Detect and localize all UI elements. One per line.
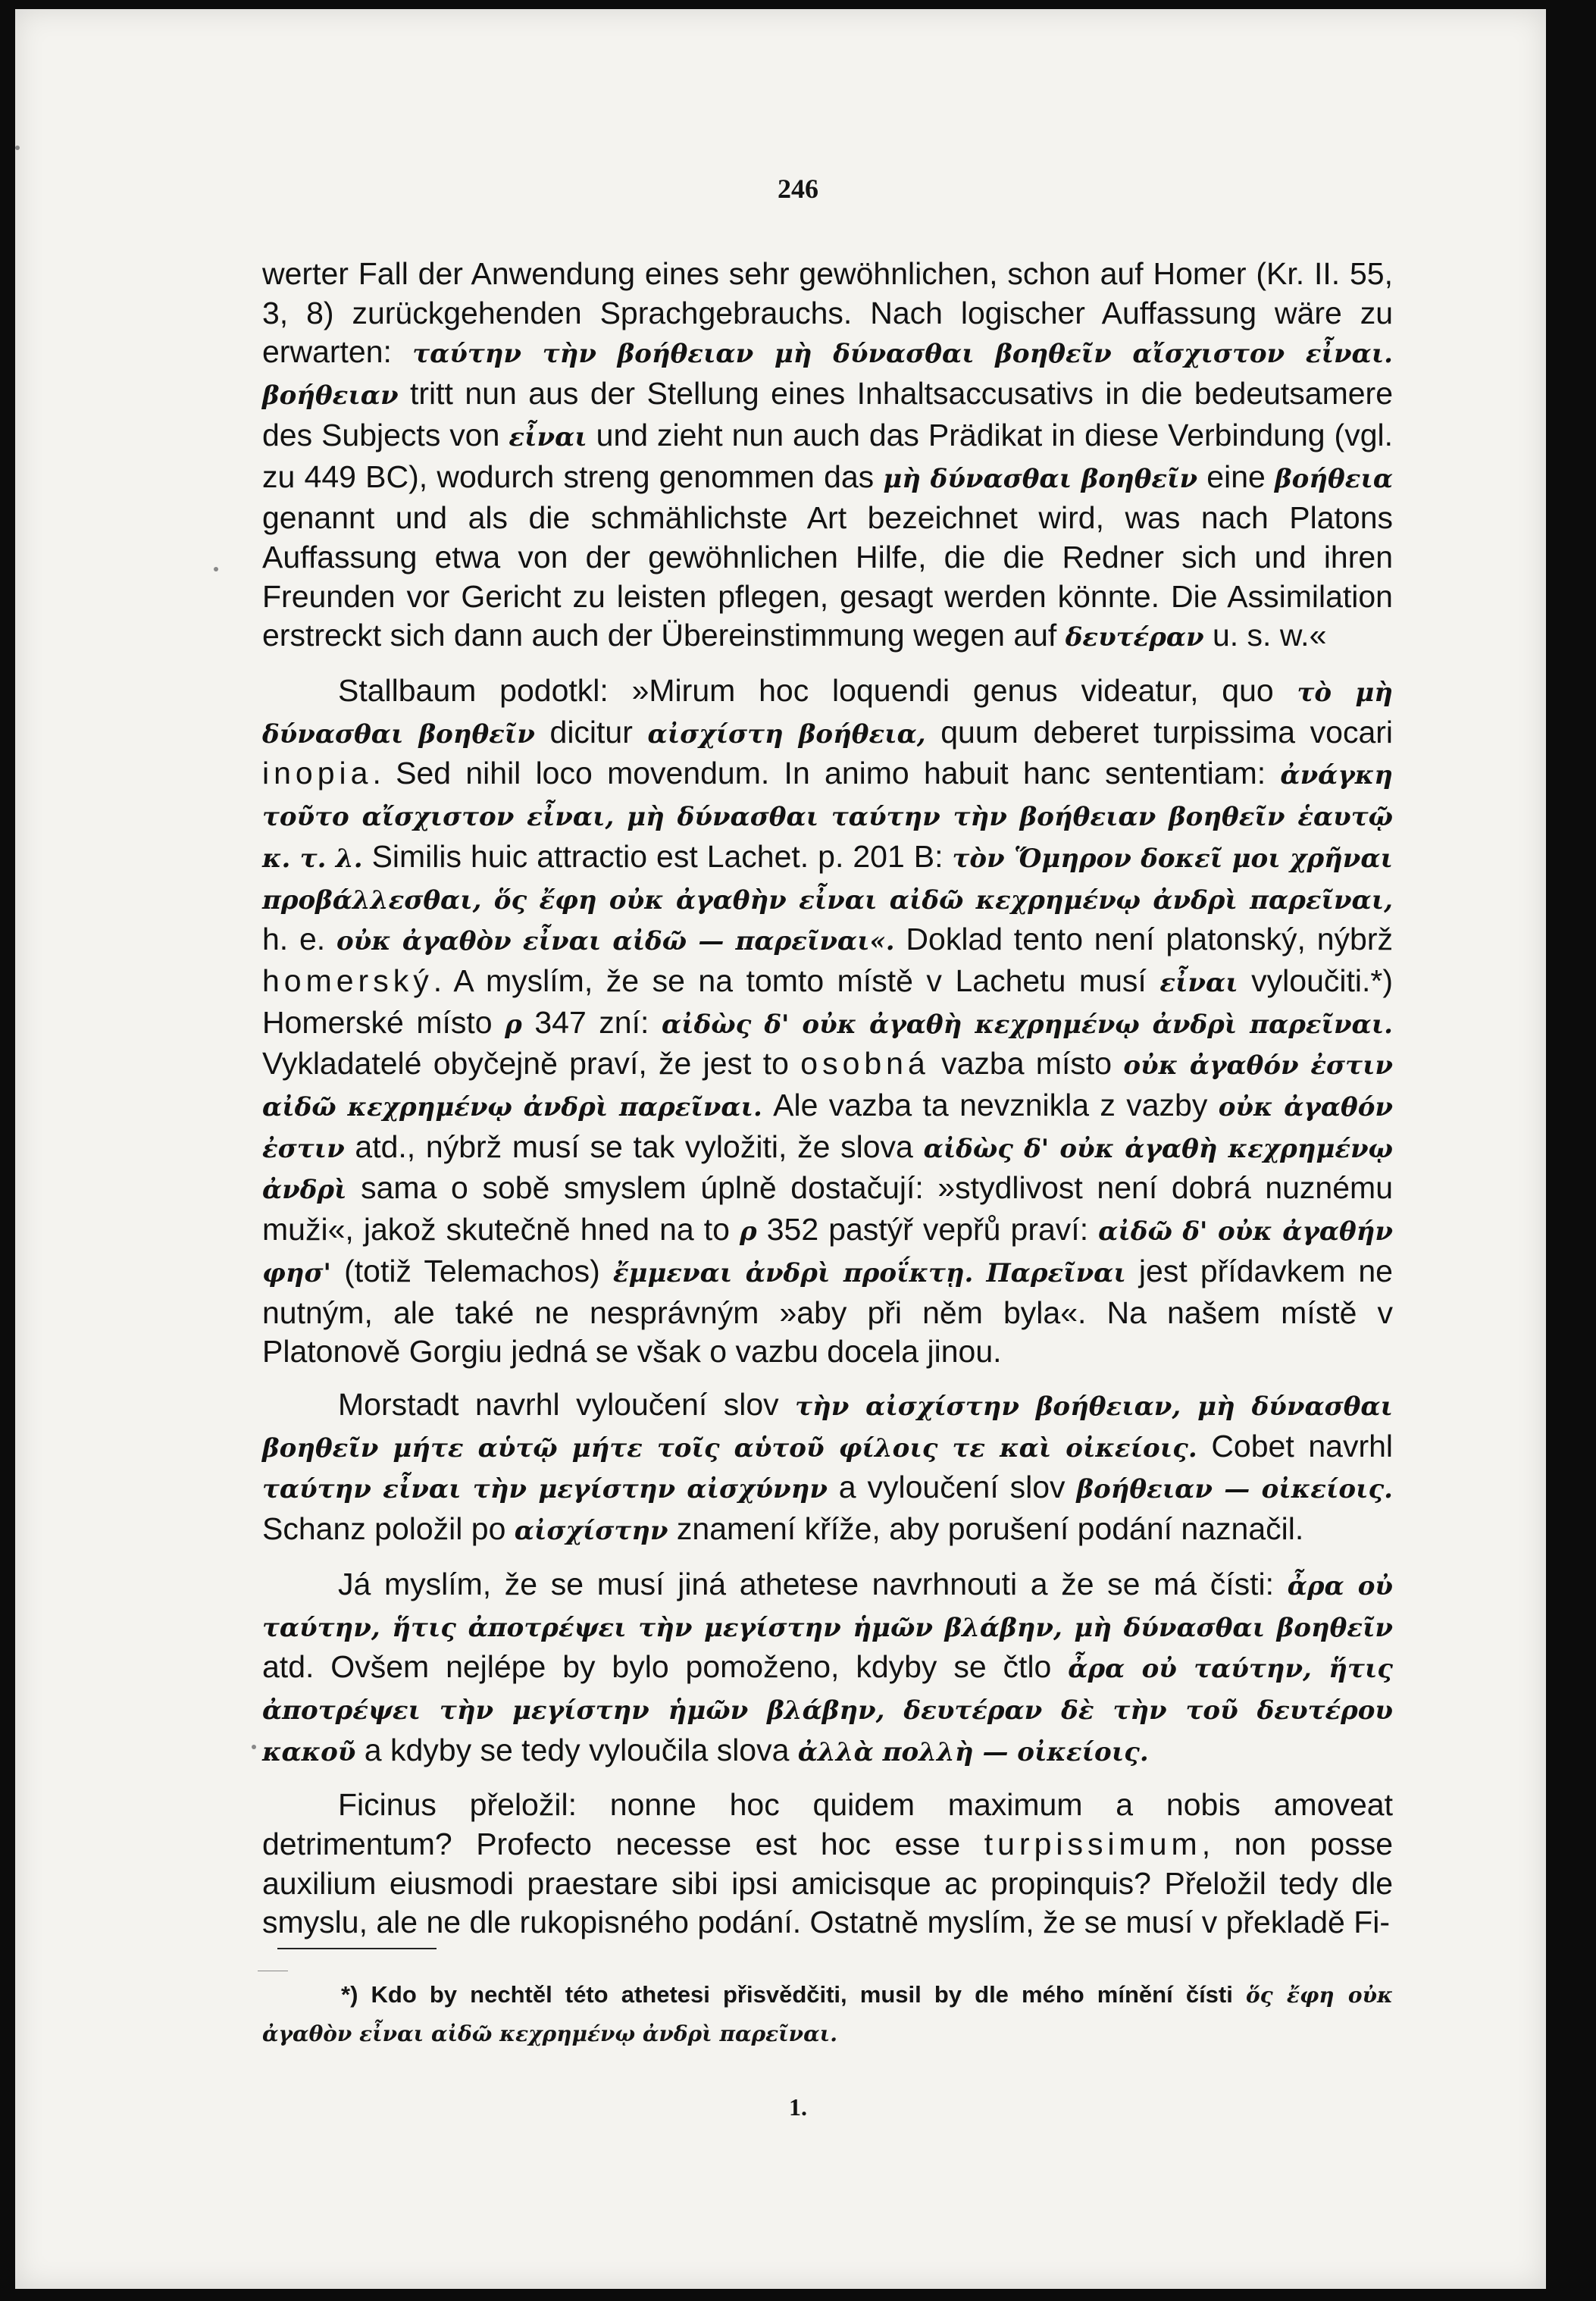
text-run: quum deberet turpissima vocari [925,714,1394,750]
greek-quote: τὸν Ὅμηρον δοκεῖ μοι χρῆναι προβάλλεσθαι, ὅς ἔφη οὐκ ἀγαθὴν εἶναι αἰδῶ κεχρημένῳ ἀνδρὶ παρεῖναι, [262,843,1393,916]
text-run: Cobet navrhl [1197,1428,1394,1464]
footnote-rule [277,1948,437,1949]
greek-quote: οὐκ ἀγαθόν ἐστιν [262,1092,1393,1164]
text-run: . A myslím, že se na tomto místě v Lachetu musí [433,963,1160,998]
greek-quote: ἆρα οὐ ταύτην, ἥτις ἀποτρέψει τὴν μεγίστην ἡμῶν βλάβην, μὴ δύνασθαι βοηθεῖν [262,1570,1393,1643]
scan-speck [214,567,218,571]
spaced-emphasis: osobná [800,1046,930,1082]
greek-quote: ταύτην εἶναι τὴν μεγίστην αἰσχύνην [262,1474,828,1505]
text-run: genannt und als die schmählichste Art bezeichnet wird, was nach Platons Auffassung etwa von der gewöhnlichen Hilfe, die die Redner sich und ihren Freunden vor Gericht zu leisten pflegen, gesagt werden könnte. Die Assimilation erstreckt sich dann auch der Übereinstimmung wegen auf [262,500,1393,653]
greek-quote: οὐκ ἀγαθὸν εἶναι αἰδῶ — παρεῖναι«. [336,926,895,957]
greek-quote: μὴ δύνασθαι βοηθεῖν [883,463,1198,494]
text-run: atd., nýbrž musí se tak vyložiti, že slova [344,1129,924,1164]
paragraph-continuation [262,255,1393,658]
text-run: a vyloučení slov [827,1470,1077,1505]
text-run: Ale vazba ta nevznikla z vazby [762,1088,1219,1123]
greek-quote: αἰδῶ δ' οὐκ ἀγαθήν φησ' [262,1216,1393,1288]
text-run: a kdyby se tedy vyloučila slova [355,1732,798,1767]
greek-quote: ρ [505,1009,522,1040]
text-run: Ficinus přeložil: nonne hoc quidem maximum a nobis amoveat detrimentum? Profecto necesse est hoc esse [262,1787,1393,1862]
text-run: dicitur [534,714,648,750]
greek-quote: βοήθειαν [262,380,399,412]
spaced-emphasis: homerský [262,963,433,998]
greek-quote: ἆρα οὐ ταύτην, ἥτις ἀποτρέψει τὴν μεγίστην ἡμῶν βλάβην, δευτέραν δὲ τὴν τοῦ δευτέρου κακοῦ [262,1654,1393,1767]
text-run: eine [1197,459,1275,494]
text-run: und zieht nun auch das Prädikat in diese Verbindung (vgl. zu 449 BC), wodurch streng genommen das [262,417,1394,494]
scan-speck [252,1745,256,1749]
text-run: *) Kdo by nechtěl této athetesi přisvědčiti, musil by dle mého mínění čísti [341,1981,1246,2008]
text-run: znamení kříže, aby porušení podání naznačil. [668,1511,1304,1547]
greek-quote: Παρεῖναι [986,1257,1126,1288]
text-run: Stallbaum podotkl: »Mirum hoc loquendi genus videatur, quo [338,673,1297,709]
paragraph-ficinus [262,1786,1393,1943]
text-run: werter Fall der Anwendung eines sehr gewöhnlichen, schon auf Homer (Kr. II. 55, 3, 8) zurückgehenden Sprachgebrauchs. Nach logischer Auffassung wäre zu erwarten: [262,256,1393,370]
text-run: vyloučiti.*) Homerské místo [262,963,1394,1040]
text-run: Similis huic attractio est Lachet. p. 201 B: [362,838,953,874]
text-run: Schanz položil po [262,1511,515,1547]
greek-quote: ρ [740,1216,757,1248]
greek-quote: βοήθειαν — οἰκείοις. [1076,1474,1393,1505]
text-run: , non posse auxilium eiusmodi praestare sibi ipsi amicisque ac propinquis? Přeložil tedy dle smyslu, ale ne dle rukopisného podání. Ostatně myslím, že se musí v překladě Fi- [262,1827,1393,1940]
greek-quote: αἰσχίστην [514,1516,668,1547]
text-run: Morstadt navrhl vyloučení slov [338,1386,796,1422]
text-run: jest přídavkem ne nutným, ale také ne nesprávným »aby při něm byla«. Na našem místě v Platonově Gorgiu jedná se však o vazbu docela jinou. [262,1253,1393,1370]
text-run [973,1254,986,1288]
greek-quote: εἶναι [1159,967,1238,998]
text-run: u. s. w.« [1203,618,1327,653]
page-number: 246 [778,174,818,204]
text-run: Já myslím, že se musí jiná athetese navrhnouti a že se má čísti: [338,1566,1288,1601]
greek-quote: δευτέραν [1065,622,1204,653]
body-text [262,255,1393,1943]
greek-quote: αἰδὼς δ' οὐκ ἀγαθὴ κεχρημένῳ ἀνδρὶ [262,1133,1394,1206]
footnote [262,1976,1393,2053]
text-run: vazba místo [929,1046,1124,1082]
greek-quote: αἰδὼς δ' οὐκ ἀγαθὴ κεχρημένῳ ἀνδρὶ παρεῖναι. [661,1009,1394,1040]
text-run: atd. Ovšem nejlépe by bylo pomoženo, kdyby se čtlo [262,1649,1069,1685]
greek-quote: οὐκ ἀγαθόν ἐστιν αἰδῶ κεχρημένῳ ἀνδρὶ παρεῖναι. [262,1050,1393,1123]
signature-mark: 1. [789,2093,807,2121]
spaced-emphasis: turpissimum [984,1827,1202,1862]
greek-quote: ταύτην τὴν βοήθειαν μὴ δύνασθαι βοηθεῖν αἴσχιστον εἶναι. [412,339,1393,370]
greek-quote: αἰσχίστη βοήθεια, [647,718,926,750]
text-run: 352 pastýř vepřů praví: [756,1212,1099,1248]
greek-quote: ἔμμεναι ἀνδρὶ προΐκτῃ. [612,1257,974,1288]
greek-quote: βοήθεια [1275,463,1393,494]
text-run: 347 zní: [521,1004,662,1040]
spaced-emphasis: inopia [262,756,373,791]
text-run: (totiž Telemachos) [330,1253,613,1288]
text-run: Doklad tento není platonský, nýbrž [894,922,1393,957]
greek-quote: τὴν αἰσχίστην βοήθειαν, μὴ δύνασθαι βοηθεῖν μήτε αὑτῷ μήτε τοῖς αὑτοῦ φίλοις τε καὶ οἰκείοις. [262,1391,1393,1464]
paragraph-morstadt [262,1385,1393,1551]
text-run: Vykladatelé obyčejně praví, že jest to [262,1046,801,1082]
greek-quote: τὸ μὴ δύνασθαι βοηθεῖν [262,678,1393,750]
greek-quote: εἶναι [509,421,587,452]
greek-quote: ἀνάγκη τοῦτο αἴσχιστον εἶναι, μὴ δύνασθαι ταύτην τὴν βοήθειαν βοηθεῖν ἑαυτῷ κ. τ. λ. [262,760,1393,874]
text-run: h. e. [262,922,336,957]
paragraph-stallbaum [262,672,1393,1372]
text-run: sama o sobě smyslem úplně dostačují: »stydlivost není dobrá nuznému muži«, jakož skutečně hned na to [262,1170,1393,1248]
greek-quote: ἀλλὰ πολλὴ — οἰκείοις. [797,1736,1149,1767]
text-run: . Sed nihil loco movendum. In animo habuit hanc sententiam: [372,756,1281,791]
paragraph-athetese [262,1565,1393,1773]
text-run: tritt nun aus der Stellung eines Inhaltsaccusativs in die bedeutsamere des Subjects von [262,376,1393,452]
scan-speck [15,146,20,150]
greek-quote: ὅς ἔφη οὐκ ἀγαθὸν εἶναι αἰδῶ κεχρημένῳ ἀνδρὶ παρεῖναι. [262,1983,1393,2046]
